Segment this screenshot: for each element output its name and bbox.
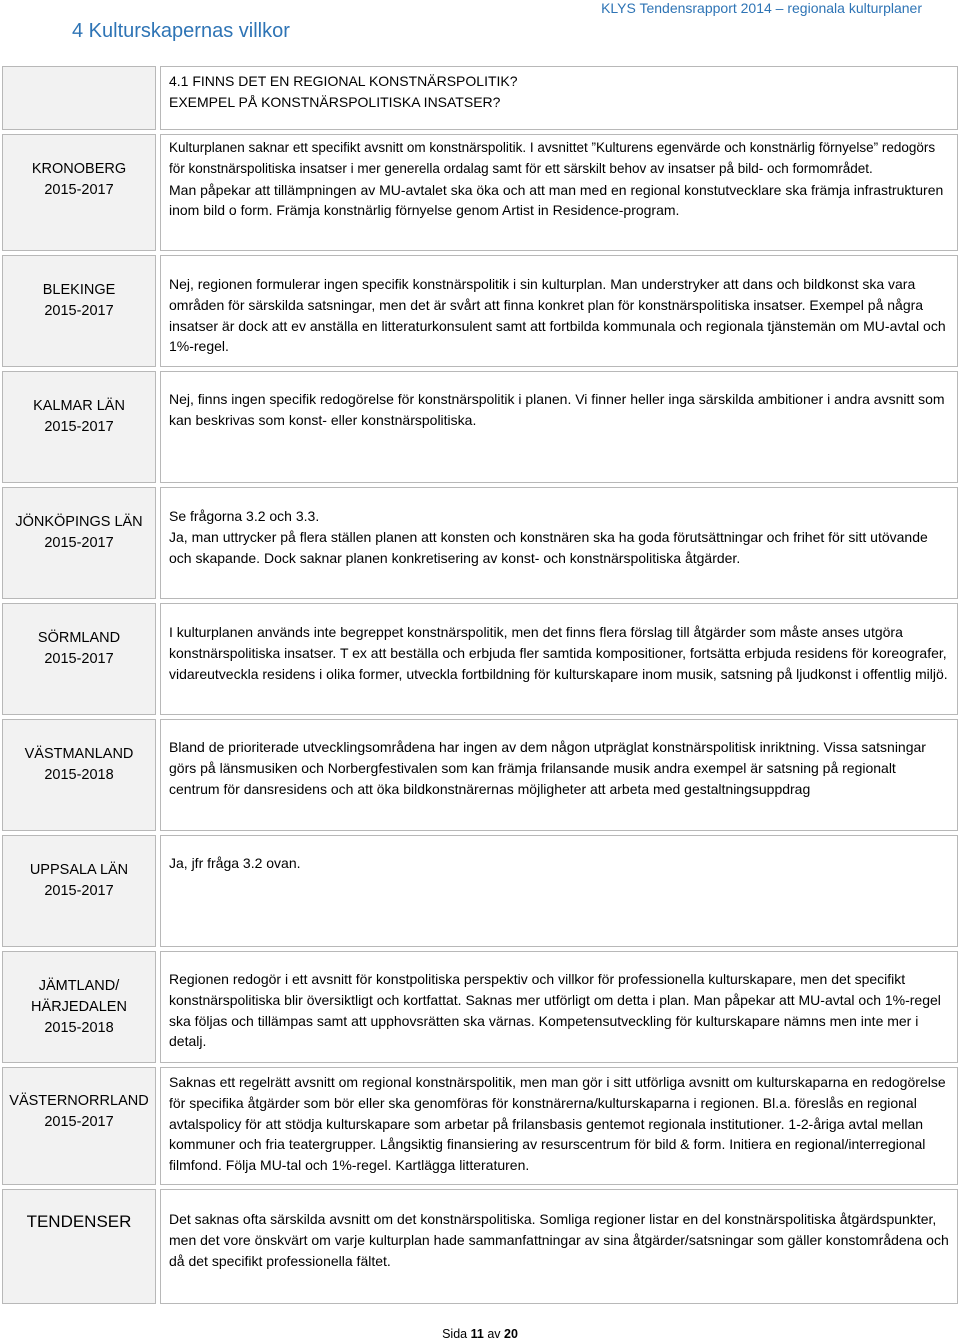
region-period: 2015-2017 [44, 1114, 114, 1130]
region-paragraph: I kulturplanen används inte begreppet konstnärspolitik, men det finns flera förslag till åtgärder som måste anses utgöra konstnärspolitiska insatser. T ex att beställa och erbjuda fler samtida kompositioner, fortsätta erbjuda residens för koreografer, vidareutveckla residens i olika former, utveckla fortbildning för kulturskapare inom musik, satsning på ljudkonst i offentlig miljö. [169, 624, 948, 682]
footer-page-number: 11 [470, 1327, 484, 1341]
page-footer [0, 1327, 960, 1341]
region-paragraph: Se frågorna 3.2 och 3.3. [169, 508, 320, 524]
region-label [2, 719, 156, 831]
region-name: VÄSTMANLAND [24, 746, 134, 762]
table-row-uppsala [2, 835, 958, 947]
region-text [160, 719, 958, 831]
table-row-sormland [2, 603, 958, 715]
question-row [2, 66, 958, 130]
region-text [160, 255, 958, 367]
footer-prefix: Sida [442, 1327, 468, 1341]
region-period: 2015-2017 [44, 535, 114, 551]
tendenser-text [160, 1189, 958, 1304]
region-period: 2015-2017 [44, 182, 114, 198]
region-period: 2015-2018 [44, 767, 114, 783]
region-period: 2015-2017 [44, 651, 114, 667]
region-paragraph: Nej, finns ingen specifik redogörelse för konstnärspolitik i planen. Vi finner heller inga särskilda ambitioner i andra avsnitt som kan beskrivas som konst- eller konstnärspolitiska. [169, 391, 945, 428]
chapter-title: 4 Kulturskapernas villkor [72, 20, 290, 42]
region-label [2, 835, 156, 947]
region-name: UPPSALA LÄN [29, 862, 129, 878]
region-name: SÖRMLAND [37, 630, 121, 646]
table-row-jamtland [2, 951, 958, 1063]
region-paragraph: Bland de prioriterade utvecklingsområdena har ingen av dem någon utpräglat konstnärspolitisk inriktning. Vissa satsningar görs på länsmusiken och Norbergfestivalen som kan främja frilansande musik andra exempel är satsning på regionalt centrum för dansresidens och att öka bildkonstnärernas möjligheter att arbeta med gestaltningsuppdrag [169, 739, 926, 797]
tendenser-label: TENDENSER [2, 1189, 156, 1304]
region-name: KRONOBERG [31, 161, 127, 177]
table-row-jonkoping [2, 487, 958, 599]
question-line-2: EXEMPEL PÅ KONSTNÄRSPOLITISKA INSATSER? [169, 94, 501, 110]
question-heading [160, 66, 958, 130]
region-text [160, 835, 958, 947]
region-name: VÄSTERNORRLAND [9, 1093, 149, 1109]
region-period: 2015-2017 [44, 303, 114, 319]
region-period: 2015-2017 [44, 883, 114, 899]
question-line-1: 4.1 FINNS DET EN REGIONAL KONSTNÄRSPOLITIK? [169, 73, 518, 89]
question-label-cell [2, 66, 156, 130]
region-name: BLEKINGE [42, 282, 116, 298]
footer-sep: av [487, 1327, 501, 1341]
region-paragraph: Saknas ett regelrätt avsnitt om regional konstnärspolitik, men man gör i sitt utförliga avsnitt om kulturskaparna en redogörelse för specifika åtgärder som bör eller ska genomföras för konstnärerna/kulturskaparna i regionen. Bl.a. föreslås en regional avtalspolicy för att stödja kulturskapare som arbetar på frilansbasis gentemot regionala institutioner. 1-2-åriga avtal mellan kommuner och fria teatergrupper. Långsiktig finansiering av resurscentrum för bild & form. Initiera en regional/interregional filmfond. Följa MU-tal och 1%-regel. Kartlägga litteraturen. [169, 1074, 946, 1174]
region-paragraph: Ja, jfr fråga 3.2 ovan. [169, 855, 301, 871]
region-text [160, 371, 958, 483]
region-period: 2015-2018 [44, 1020, 114, 1036]
table-row-blekinge [2, 255, 958, 367]
table-row-kalmar [2, 371, 958, 483]
table-row-kronoberg [2, 134, 958, 251]
footer-total-pages: 20 [504, 1327, 518, 1341]
region-paragraph-2: Man påpekar att tillämpningen av MU-avtalet ska öka och att man med en regional konstutvecklare ska främja infrastrukturen inom bild o form. Främja konstnärlig förnyelse genom Artist in Residence-program. [169, 181, 944, 219]
region-label [2, 603, 156, 715]
region-label [2, 487, 156, 599]
region-text [160, 1067, 958, 1185]
region-text [160, 134, 958, 251]
region-name: KALMAR LÄN [33, 398, 125, 414]
table-row-vasternorrland [2, 1067, 958, 1185]
region-paragraph: Regionen redogör i ett avsnitt för konstpolitiska perspektiv och villkor för professionella kulturskapare, men det specifikt konstnärspolitiska blir översiktligt och kortfattat. Saknas mer utförligt om detta i plan. Man påpekar att MU-avtal och 1%-regel ska följas och tillämpas samt att upphovsrätten ska värnas. Kompetensutveckling för kulturskapare nämns men inte mer i detalj. [169, 971, 941, 1050]
region-label [2, 255, 156, 367]
region-text [160, 951, 958, 1063]
region-label [2, 951, 156, 1063]
region-paragraph: Kulturplanen saknar ett specifikt avsnitt om konstnärspolitik. I avsnittet ”Kulturens egenvärde och konstnärlig förnyelse” redogörs för konstnärspolitiska insatser i mer generella ordalag samt för ett särskilt behov av insatser på bild- och formområdet. [169, 140, 936, 176]
region-name: JÖNKÖPINGS LÄN [15, 514, 143, 530]
region-text [160, 487, 958, 599]
region-period: 2015-2017 [44, 419, 114, 435]
region-paragraph: Nej, regionen formulerar ingen specifik konstnärspolitik i sin kulturplan. Man understryker att dans och bildkonst ska vara områden för särskilda satsningar, men det är svårt att finna konkret plan för konstnärspolitiska insatser. Exempel på några insatser är dock att ev anställa en litteraturkonsulent samt att fortbilda kommunala och regionala tjänstemän om MU-avtal och 1%-regel. [169, 276, 946, 355]
region-label [2, 1067, 156, 1185]
region-text [160, 603, 958, 715]
region-label [2, 134, 156, 251]
region-paragraph: Det saknas ofta särskilda avsnitt om det konstnärspolitiska. Somliga regioner listar en del konstnärspolitiska åtgärdspunkter, men det vore önskvärt om varje kulturplan hade sammanfattningar av sina åtgärder/satsningar som gäller konstområdena och då det specifikt professionella fältet. [169, 1211, 949, 1269]
table-row-tendenser [2, 1189, 958, 1304]
region-label [2, 371, 156, 483]
report-title: KLYS Tendensrapport 2014 – regionala kulturplaner [601, 0, 922, 16]
region-paragraph-2: Ja, man uttrycker på flera ställen planen att konsten och konstnären ska ha goda förutsättningar och frihet för sitt utövande och skapande. Dock saknar planen konkretisering av konst- och konstnärspolitiska åtgärder. [169, 528, 928, 566]
region-name-2: HÄRJEDALEN [31, 999, 127, 1015]
region-name: JÄMTLAND/ [38, 978, 120, 994]
table-row-vastmanland [2, 719, 958, 831]
